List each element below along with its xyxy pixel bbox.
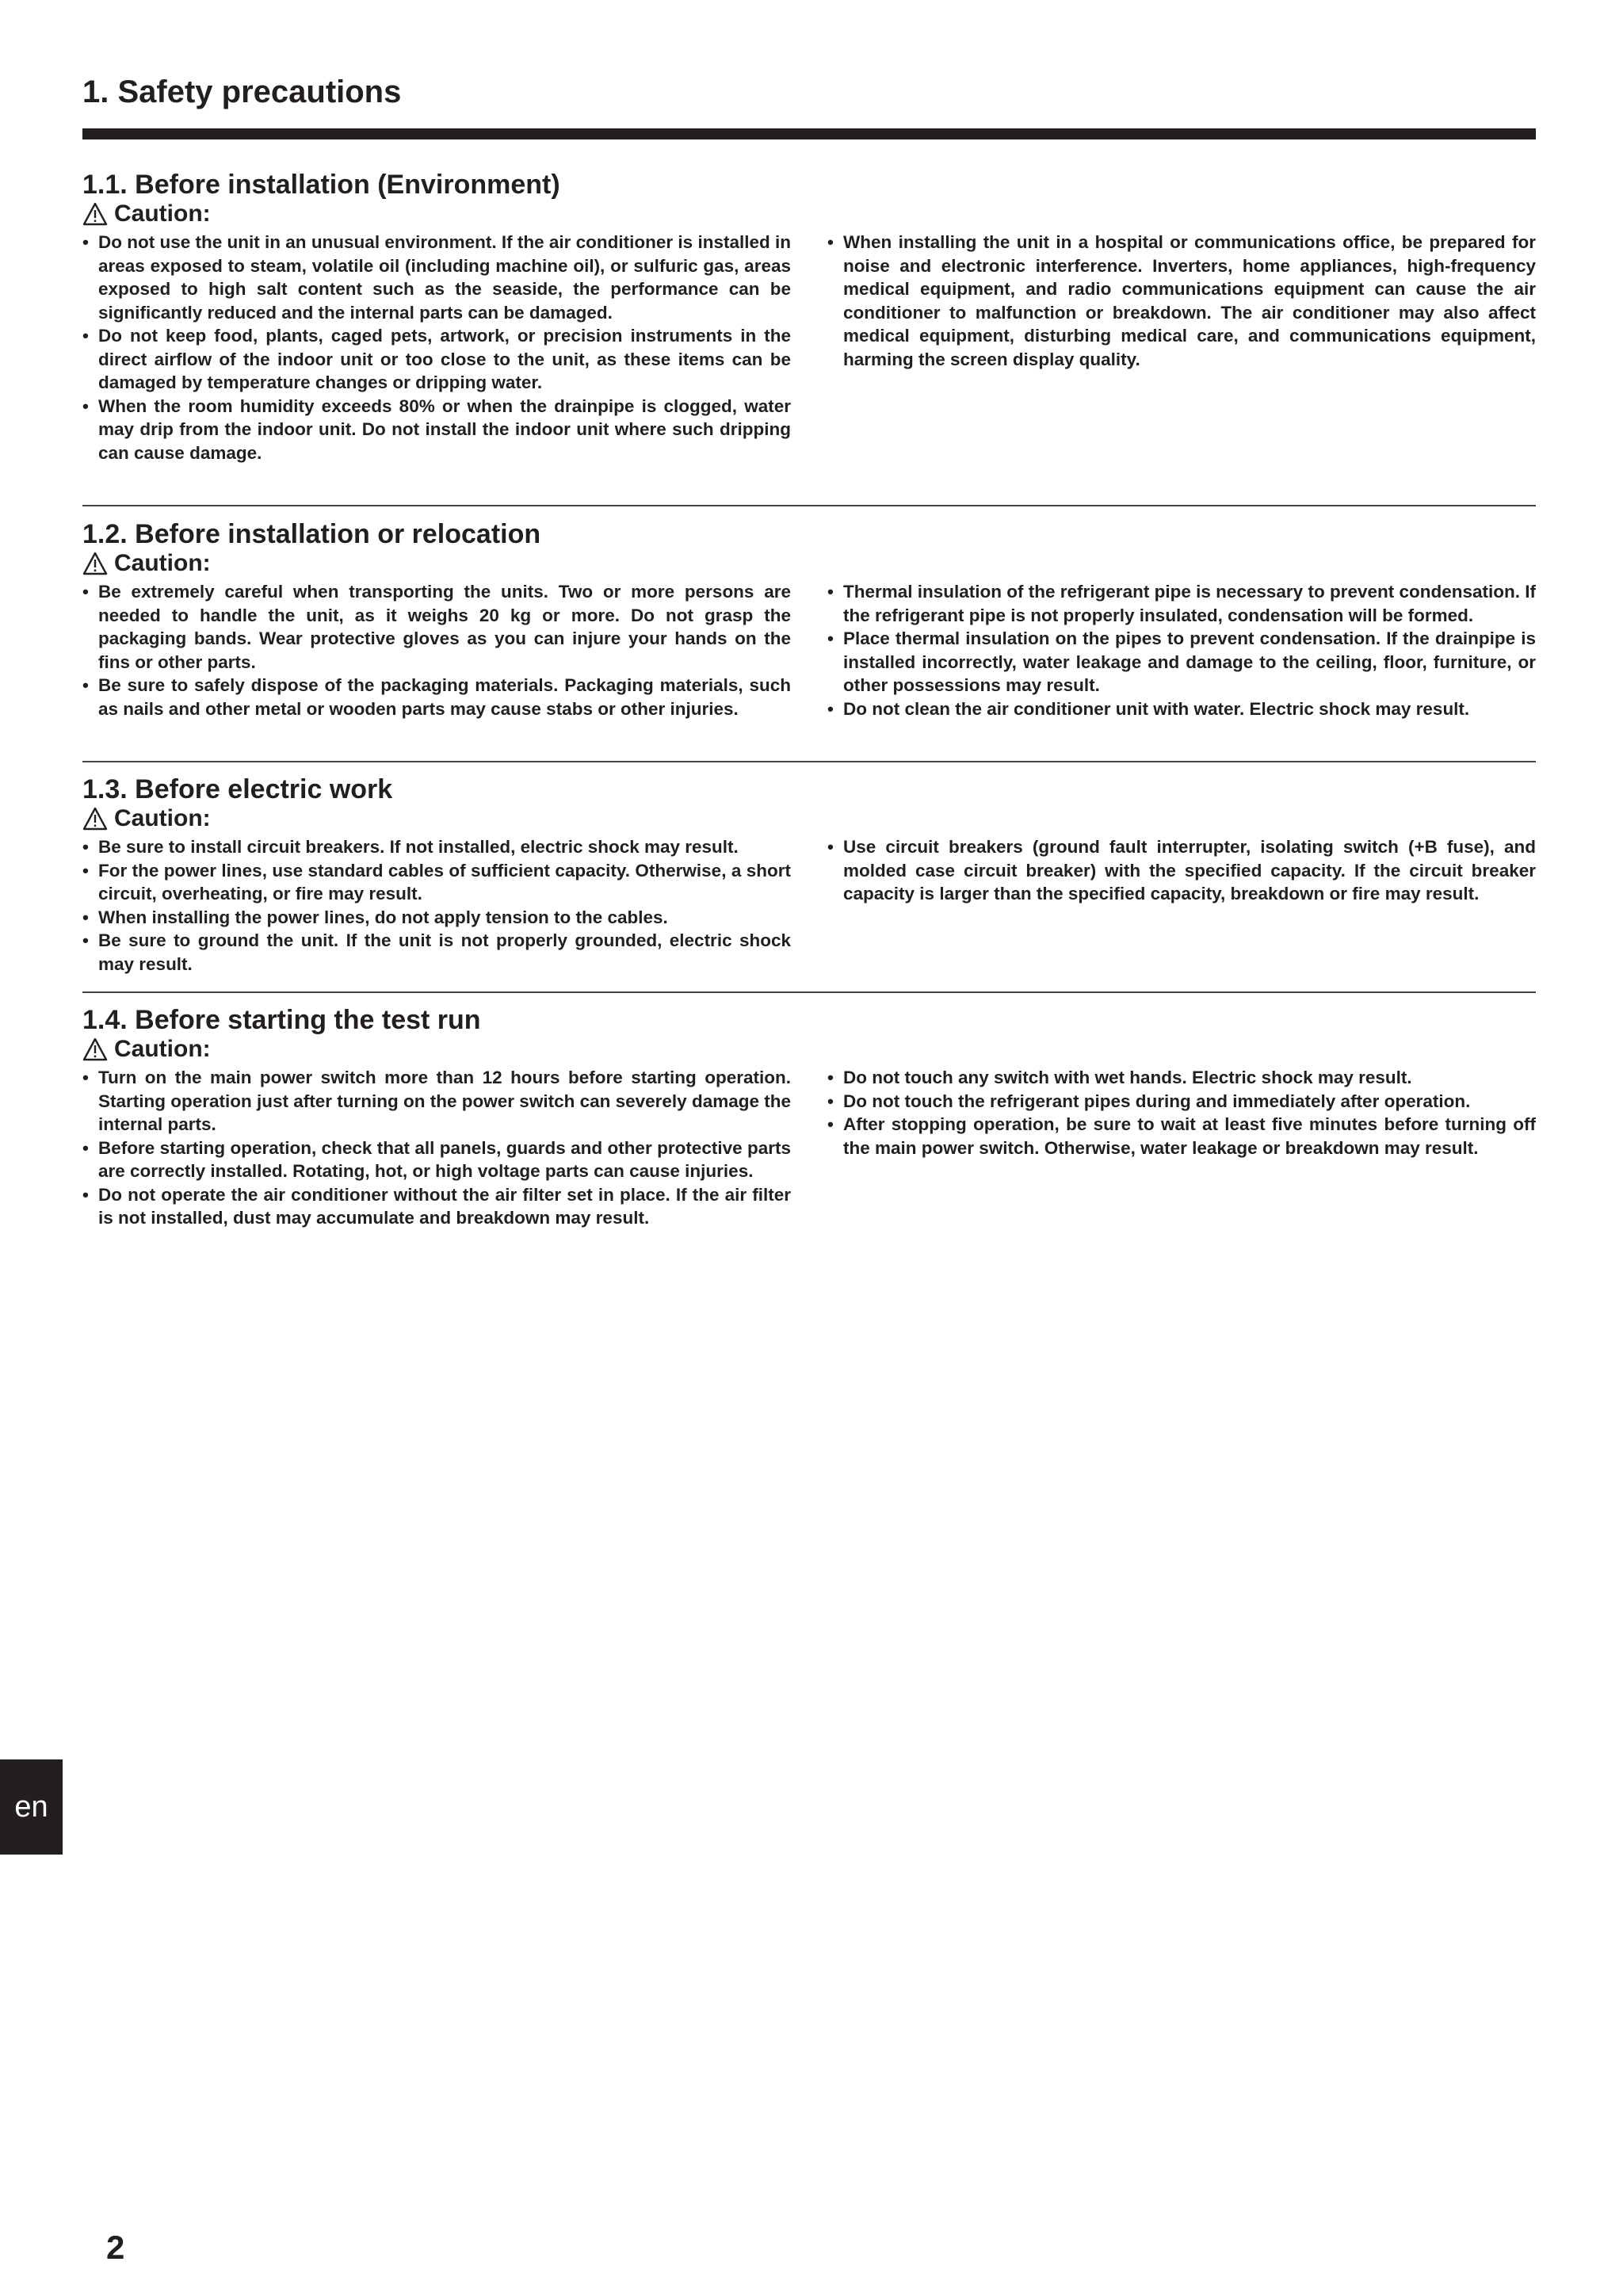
list-item: • Place thermal insulation on the pipes to prevent condensation. If the drainpipe is installed incorrectly, water leakage and damage to the ceiling, floor, furniture, or other possessions may result. — [827, 627, 1536, 697]
list-item: • When the room humidity exceeds 80% or when the drainpipe is clogged, water may drip from the indoor unit. Do not install the indoor unit where such dripping can cause damage. — [82, 395, 791, 465]
list-item: • Do not keep food, plants, caged pets, artwork, or precision instruments in the direct airflow of the indoor unit or too close to the unit, as these items can be damaged by temperature changes or dripping water. — [82, 324, 791, 395]
caution-text: Caution: — [114, 201, 211, 227]
section-heading: 1.4. Before starting the test run — [82, 1005, 481, 1035]
caution-label — [82, 550, 1536, 577]
list-item: • Do not touch the refrigerant pipes during and immediately after operation. — [827, 1090, 1536, 1114]
caution-text: Caution: — [114, 805, 211, 831]
title-rule — [82, 128, 1536, 139]
section-heading: 1.3. Before electric work — [82, 774, 393, 804]
left-column — [82, 835, 791, 976]
list-item: • Do not clean the air conditioner unit with water. Electric shock may result. — [827, 697, 1536, 721]
right-column — [827, 580, 1536, 720]
section-before-installation-relocation — [82, 518, 1536, 720]
caution-label — [82, 201, 1536, 227]
language-tab: en — [0, 1759, 63, 1855]
section-divider — [82, 761, 1536, 762]
left-column — [82, 231, 791, 464]
list-item: • Be extremely careful when transporting the units. Two or more persons are needed to handle the unit, as it weighs 20 kg or more. Do not grasp the packaging bands. Wear protective gloves as you can injure your hands on the fins or other parts. — [82, 580, 791, 674]
right-column — [827, 1066, 1536, 1230]
caution-label — [82, 1036, 1536, 1063]
list-item: • Turn on the main power switch more than 12 hours before starting operation. Starting operation just after turning on the power switch can severely damage the internal parts. — [82, 1066, 791, 1137]
section-heading: 1.2. Before installation or relocation — [82, 519, 541, 549]
list-item: • Before starting operation, check that all panels, guards and other protective parts are correctly installed. Rotating, hot, or high voltage parts can cause injuries. — [82, 1137, 791, 1183]
list-item: • Do not use the unit in an unusual environment. If the air conditioner is installed in areas exposed to steam, volatile oil (including machine oil), or sulfuric gas, areas exposed to high salt content such as the seaside, the performance can be significantly reduced and the internal parts can be damaged. — [82, 231, 791, 324]
page-title: 1. Safety precautions — [82, 74, 402, 109]
right-column — [827, 231, 1536, 464]
warning-triangle-icon — [82, 552, 108, 575]
section-divider — [82, 991, 1536, 993]
section-before-installation-environment — [82, 169, 1536, 464]
section-before-test-run — [82, 1004, 1536, 1230]
warning-triangle-icon — [82, 807, 108, 831]
list-item: • Be sure to ground the unit. If the unit is not properly grounded, electric shock may result. — [82, 929, 791, 976]
caution-text: Caution: — [114, 550, 211, 576]
section-heading: 1.1. Before installation (Environment) — [82, 170, 560, 200]
left-column — [82, 1066, 791, 1230]
left-column — [82, 580, 791, 720]
list-item: • Use circuit breakers (ground fault interrupter, isolating switch (+B fuse), and molded case circuit breaker) with the specified capacity. If the circuit breaker capacity is larger than the specified capacity, breakdown or fire may result. — [827, 835, 1536, 906]
list-item: • When installing the unit in a hospital or communications office, be prepared for noise and electronic interference. Inverters, home appliances, high-frequency medical equipment, and radio communications equipment can cause the air conditioner to malfunction or breakdown. The air conditioner may also affect medical equipment, disturbing medical care, and communications equipment, harming the screen display quality. — [827, 231, 1536, 371]
list-item: • Be sure to install circuit breakers. If not installed, electric shock may result. — [82, 835, 791, 859]
section-divider — [82, 505, 1536, 506]
list-item: • Do not operate the air conditioner without the air filter set in place. If the air filter is not installed, dust may accumulate and breakdown may result. — [82, 1183, 791, 1230]
list-item: • Thermal insulation of the refrigerant pipe is necessary to prevent condensation. If the refrigerant pipe is not properly insulated, condensation will be formed. — [827, 580, 1536, 627]
warning-triangle-icon — [82, 202, 108, 226]
list-item: • After stopping operation, be sure to wait at least five minutes before turning off the main power switch. Otherwise, water leakage or breakdown may result. — [827, 1113, 1536, 1159]
warning-triangle-icon — [82, 1037, 108, 1061]
page-number: 2 — [106, 2229, 125, 2266]
list-item: • Do not touch any switch with wet hands. Electric shock may result. — [827, 1066, 1536, 1090]
caution-text: Caution: — [114, 1036, 211, 1062]
caution-label — [82, 805, 1536, 832]
list-item: • When installing the power lines, do not apply tension to the cables. — [82, 906, 791, 930]
list-item: • For the power lines, use standard cables of sufficient capacity. Otherwise, a short circuit, overheating, or fire may result. — [82, 859, 791, 906]
list-item: • Be sure to safely dispose of the packaging materials. Packaging materials, such as nails and other metal or wooden parts may cause stabs or other injuries. — [82, 674, 791, 720]
right-column — [827, 835, 1536, 976]
section-before-electric-work — [82, 774, 1536, 976]
